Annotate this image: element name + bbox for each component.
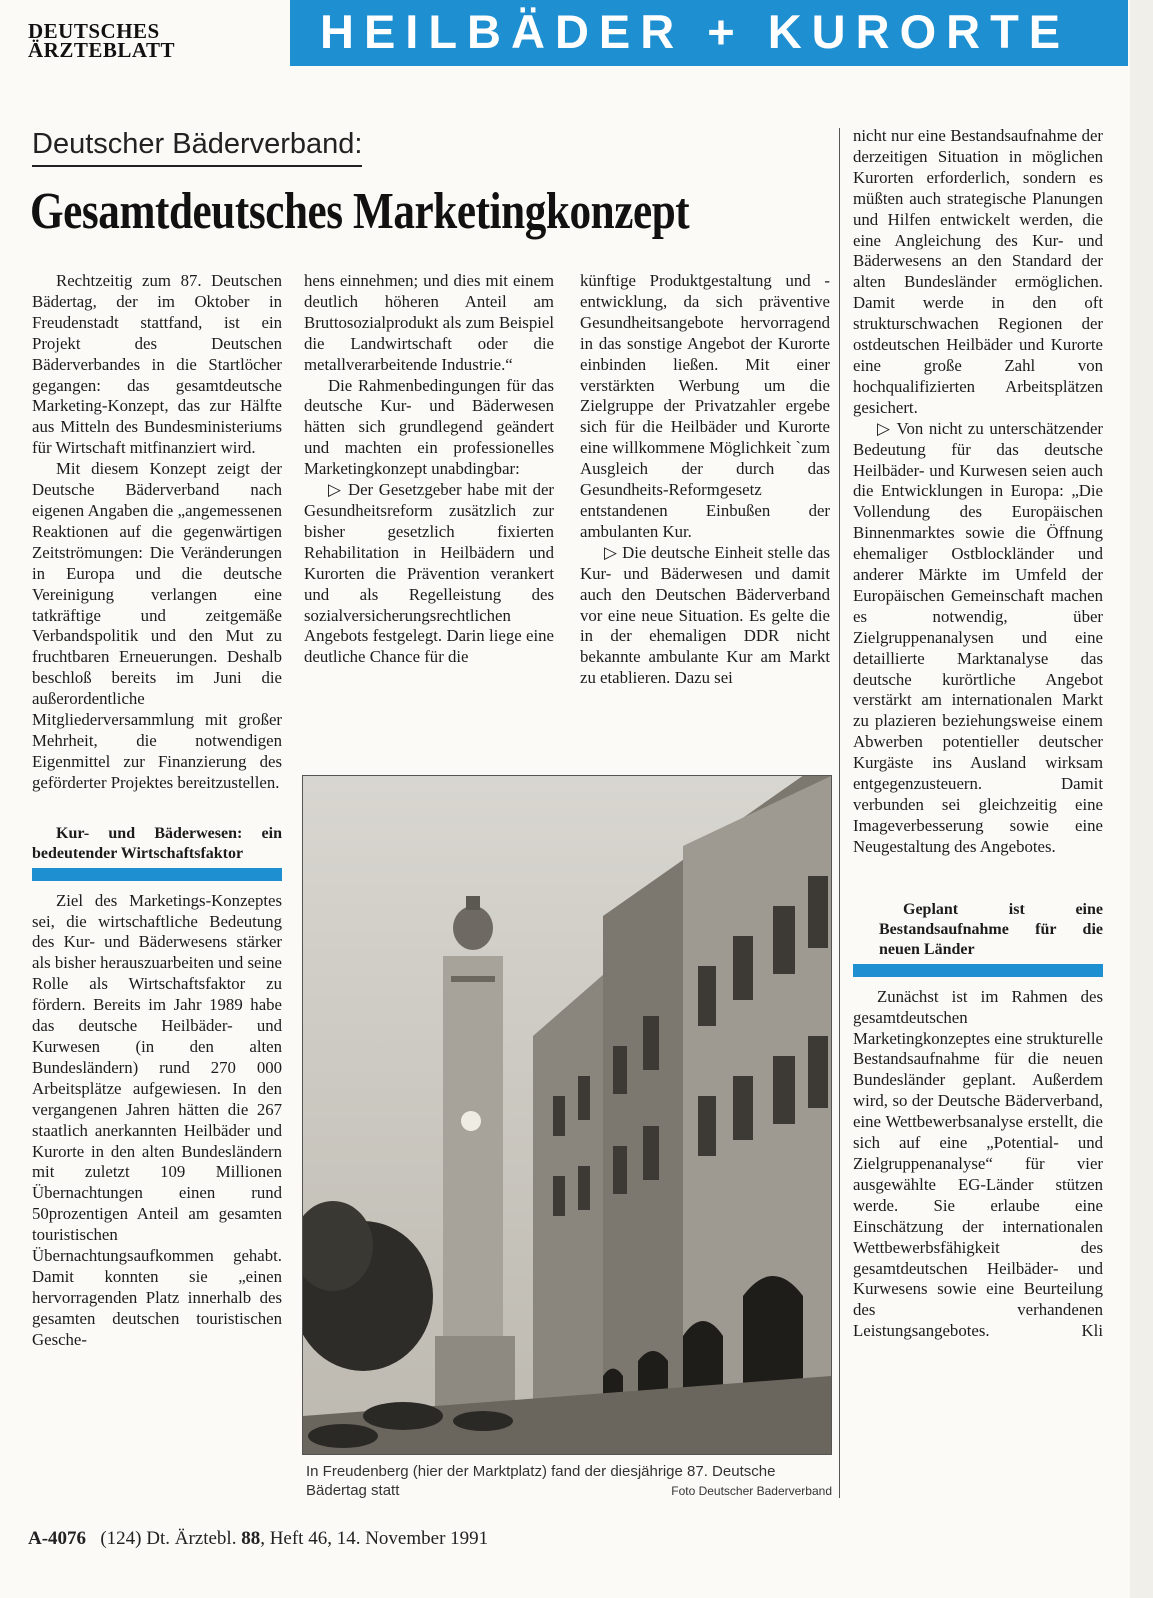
column-1 xyxy=(32,271,282,1351)
author-signature: Kli xyxy=(1081,1321,1103,1341)
caption-text: In Freudenberg (hier der Marktplatz) fand der diesjährige 87. Deutsche Bädertag statt xyxy=(306,1463,776,1499)
subhead-bestand: Geplant ist eine Bestandsaufnahme für die neuen Länder xyxy=(879,900,1103,958)
kicker: Deutscher Bäderverband: xyxy=(32,128,362,167)
paragraph: künftige Produktgestaltung und -entwicklung, da sich präventive Gesundheitsangebote hervorragend in das sonstige Angebot der Kurorte einbinden ließen. Mit einer verstärkten Werbung um die Zielgruppe der Privatzahler ergebe sich für die Heilbäder und Kurorte eine willkommene Möglichkeit `zum Ausgleich der durch das Gesundheits-Reformgesetz entstandenen Einbußen der ambulanten Kur. xyxy=(580,271,830,541)
page-footer xyxy=(28,1528,488,1550)
section-title: HEILBÄDER + KURORTE xyxy=(320,5,1071,58)
masthead-line1: DEUTSCHES xyxy=(28,19,160,43)
subhead-bar xyxy=(32,868,282,881)
subhead-kur: Kur- und Bäderwesen: ein bedeutender Wirtschaftsfaktor xyxy=(32,824,282,862)
paragraph: Ziel des Marketings-Konzeptes sei, die wirtschaftliche Bedeutung des Kur- und Bäderwesens stärker als bisher herauszuarbeiten und seine Rolle als Wirtschaftsfaktor zu fördern. Bereits im Jahr 1989 habe das deutsche Heilbäder- und Kurwesen (in den alten Bundesländern) rund 270 000 Arbeitsplätze aufgewiesen. In den vergangenen Jahren hätten die 267 staatlich anerkannten Heilbäder und Kurorte in den alten Bundesländern mit zuletzt 109 Millionen Übernachtungen einen rund 50prozentigen Anteil am gesamten touristischen Übernachtungsaufkommen gehabt. Damit konnten sie „einen hervorragenden Platz innerhalb des gesamten deutschen touristischen Gesche- xyxy=(32,890,282,1349)
page-edge xyxy=(1130,0,1153,1598)
paragraph: nicht nur eine Bestandsaufnahme der derzeitigen Situation in möglichen Kurorten erforderlich, sondern es müßten auch strategische Planungen und Hilfen entwickelt werden, die eine Angleichung des Kur- und Bäderwesens an den Standard der alten Bundesländer ermöglichen. Damit werde in den oft strukturschwachen Regionen der ostdeutschen Heilbäder und Kurorte eine große Zahl von hochqualifizierten Arbeitsplätzen gesichert. xyxy=(853,126,1103,417)
paragraph xyxy=(853,987,1103,1342)
paragraph: ▷ Die deutsche Einheit stelle das Kur- und Bäderwesen und damit auch den Deutschen Bäderverband vor eine neue Situation. Es gelte die in der ehemaligen DDR nicht bekannte ambulante Kur am Markt zu etablieren. Dazu sei xyxy=(580,542,830,688)
paragraph: ▷ Der Gesetzgeber habe mit der Gesundheitsreform zusätzlich zur bisher gesetzlich fixierten Rehabilitation in Heilbädern und Kurorten die Prävention verankert und als Regelleistung des sozialversicherungsrechtlichen Angebots festgelegt. Darin liege eine deutliche Chance für die xyxy=(304,480,554,667)
masthead xyxy=(28,19,175,62)
column-rule xyxy=(839,128,840,1498)
column-3 xyxy=(580,271,830,689)
issue-date: , Heft 46, 14. November 1991 xyxy=(260,1528,489,1549)
section-banner xyxy=(290,0,1128,66)
photo-marktplatz xyxy=(302,775,832,1455)
volume: 88 xyxy=(241,1528,261,1549)
column-4 xyxy=(853,126,1103,1342)
column-2 xyxy=(304,271,554,668)
paragraph: ▷ Von nicht zu unterschätzender Bedeutung für das deutsche Heilbäder- und Kurwesen seien auch die Entwicklungen in Europa: „Die Vollendung des Europäischen Binnenmarktes sowie die Öffnung ehemaliger Ostblockländer und anderer Märkte im Umfeld der Europäischen Gemeinschaft machen es notwendig, über Zielgruppenanalysen und eine detaillierte Marktanalyse das deutsche kurörtliche Angebot verstärkt am internationalen Markt zu plazieren beziehungsweise einem Abwerben potentieller deutscher Kurgäste ins Ausland wirksam entgegenzusteuern. Damit verbunden sei gleichzeitig eine Imageverbesserung sowie eine Neugestaltung des Angebotes. xyxy=(853,418,1103,856)
paragraph: Rechtzeitig zum 87. Deutschen Bädertag, der im Oktober in Freudenstadt stattfand, ist ein Projekt des Deutschen Bäderverbandes in die Startlöcher gegangen: das gesamtdeutsche Marketing-Konzept, das zur Hälfte aus Mitteln des Bundesministeriums für Wirtschaft mitfinanziert wird. xyxy=(32,271,282,458)
paragraph: hens einnehmen; und dies mit einem deutlich höheren Anteil am Bruttosozialprodukt als zum Beispiel die Landwirtschaft oder die metallverarbeitende Industrie.“ xyxy=(304,271,554,374)
headline: Gesamtdeutsches Marketingkonzept xyxy=(30,183,690,240)
masthead-line2: ÄRZTEBLATT xyxy=(28,38,175,62)
page-number: A-4076 xyxy=(28,1528,87,1549)
journal-ref: (124) Dt. Ärztebl. xyxy=(100,1528,237,1549)
paragraph: Mit diesem Konzept zeigt der Deutsche Bäderverband nach eigenen Angaben die „angemessenen Reaktionen auf die gegenwärtigen Zeitströmungen: Die Veränderungen in Europa und die deutsche Vereinigung verlangen eine tatkräftige und zeitgemäße Verbandspolitik und den Mut zu fruchtbaren Erneuerungen. Deshalb beschloß bereits im Juni die außerordentliche Mitgliederversammlung mit großer Mehrheit, die notwendigen Eigenmittel zur Finanzierung des geförderter Projektes bereitzustellen. xyxy=(32,459,282,792)
photo-credit: Foto Deutscher Baderverband xyxy=(671,1484,832,1498)
photo-illustration xyxy=(303,776,831,1454)
subhead-bar xyxy=(853,964,1103,977)
paragraph-text: Zunächst ist im Rahmen des gesamtdeutschen Marketingkonzeptes eine strukturelle Bestandsaufnahme für die neuen Bundesländer geplant. Außerdem wird, so der Deutsche Bäderverband, eine Wettbewerbsanalyse erstellt, die sich auf eine „Potential- und Zielgruppenanalyse“ für vier ausgewählte EG-Länder stützen werde. Sie erlaube eine Einschätzung der internationalen Wettbewerbsfähigkeit des gesamtdeutschen Heilbäder- und Kurwesens sowie eine Beurteilung des verhandenen Leistungsangebotes. xyxy=(853,986,1103,1341)
photo-caption xyxy=(306,1462,832,1500)
paragraph: Die Rahmenbedingungen für das deutsche Kur- und Bäderwesen hätten sich grundlegend geändert und machten ein professionelles Marketingkonzept unabdingbar: xyxy=(304,375,554,479)
